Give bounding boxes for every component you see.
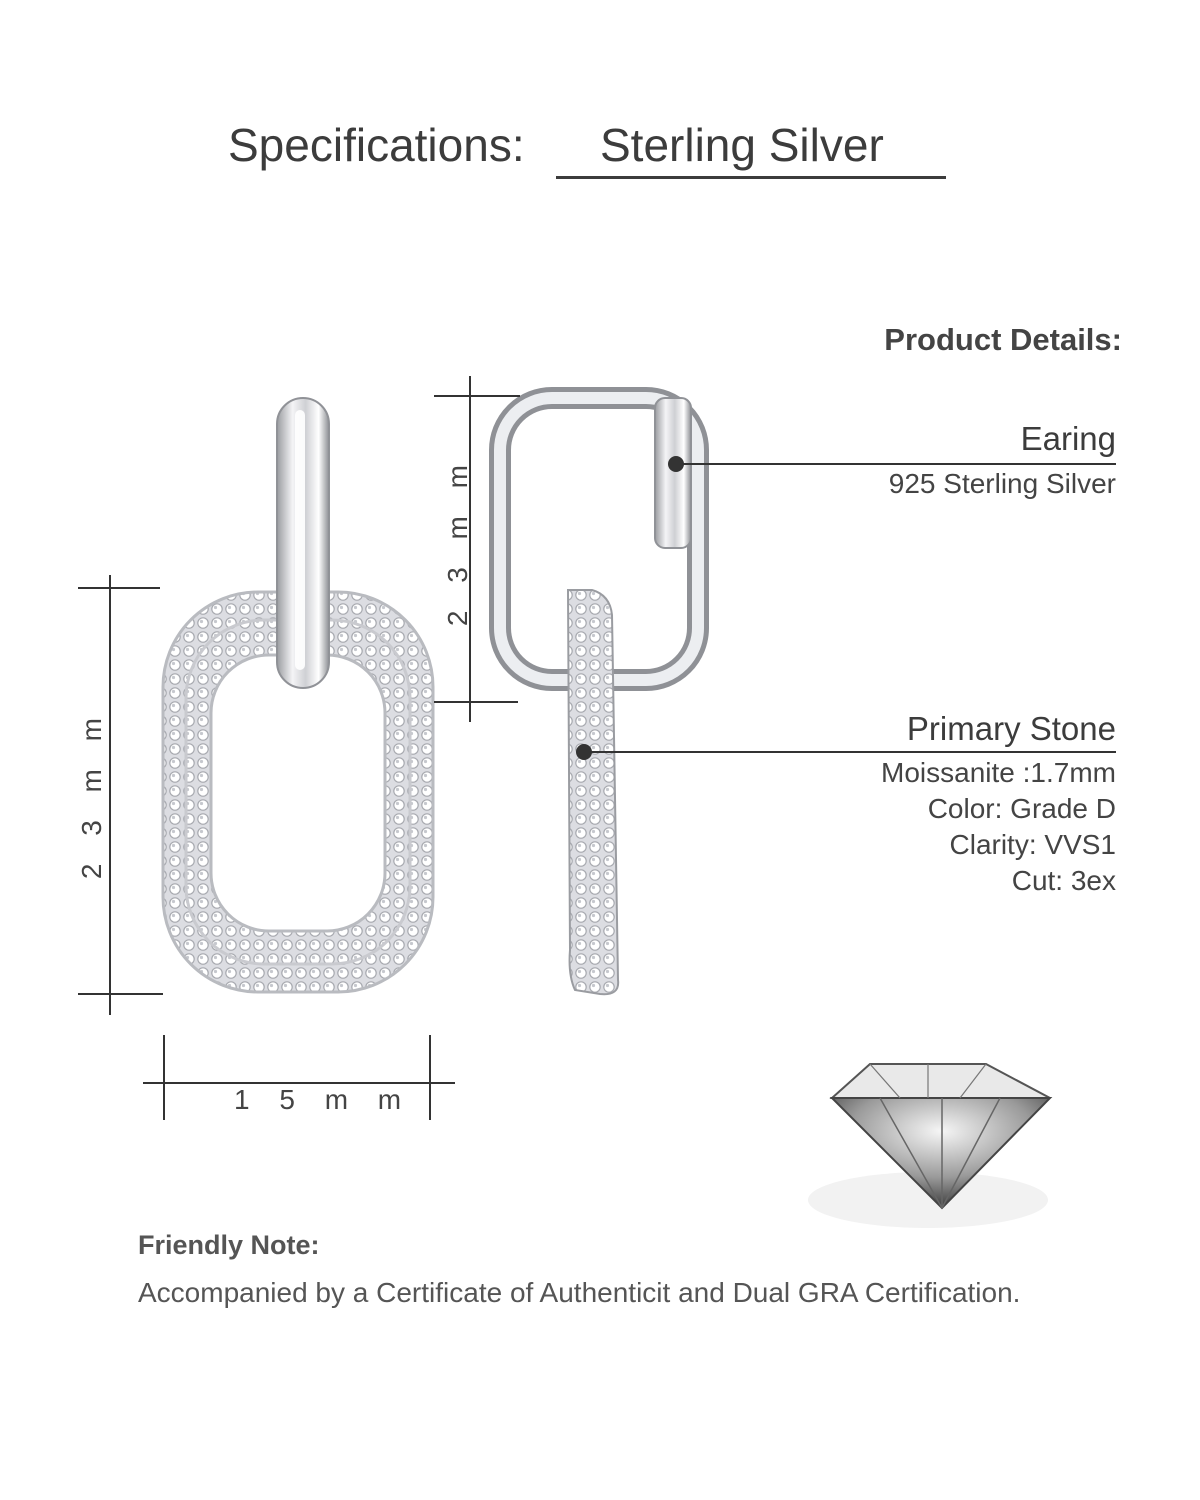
earring-side-image [500,398,698,994]
earing-value: 925 Sterling Silver [888,468,1116,499]
title-material: Sterling Silver [556,118,946,179]
earing-pointer [668,456,684,472]
hoop-height-label: 2 3 m m [442,455,473,627]
friendly-note-text: Accompanied by a Certificate of Authenticit and Dual GRA Certification. [138,1277,1021,1308]
stone-spec-line: Clarity: VVS1 [949,829,1116,860]
stone-spec-line: Moissanite :1.7mm [881,757,1116,788]
diamond-gem-image [808,1064,1050,1228]
earring-front-image [163,398,433,992]
stone-spec-line: Color: Grade D [927,793,1116,824]
stone-spec-line: Cut: 3ex [1011,865,1116,896]
pendant-height-label: 2 3 m m [76,708,107,880]
primary-stone-label: Primary Stone [906,710,1116,747]
width-label: 1 5 m m [234,1084,413,1115]
earing-label: Earing [1020,420,1116,457]
friendly-note-label: Friendly Note: [138,1230,320,1260]
product-details-heading: Product Details: [884,322,1122,357]
title-label: Specifications: [228,119,525,171]
stone-pointer [576,744,592,760]
